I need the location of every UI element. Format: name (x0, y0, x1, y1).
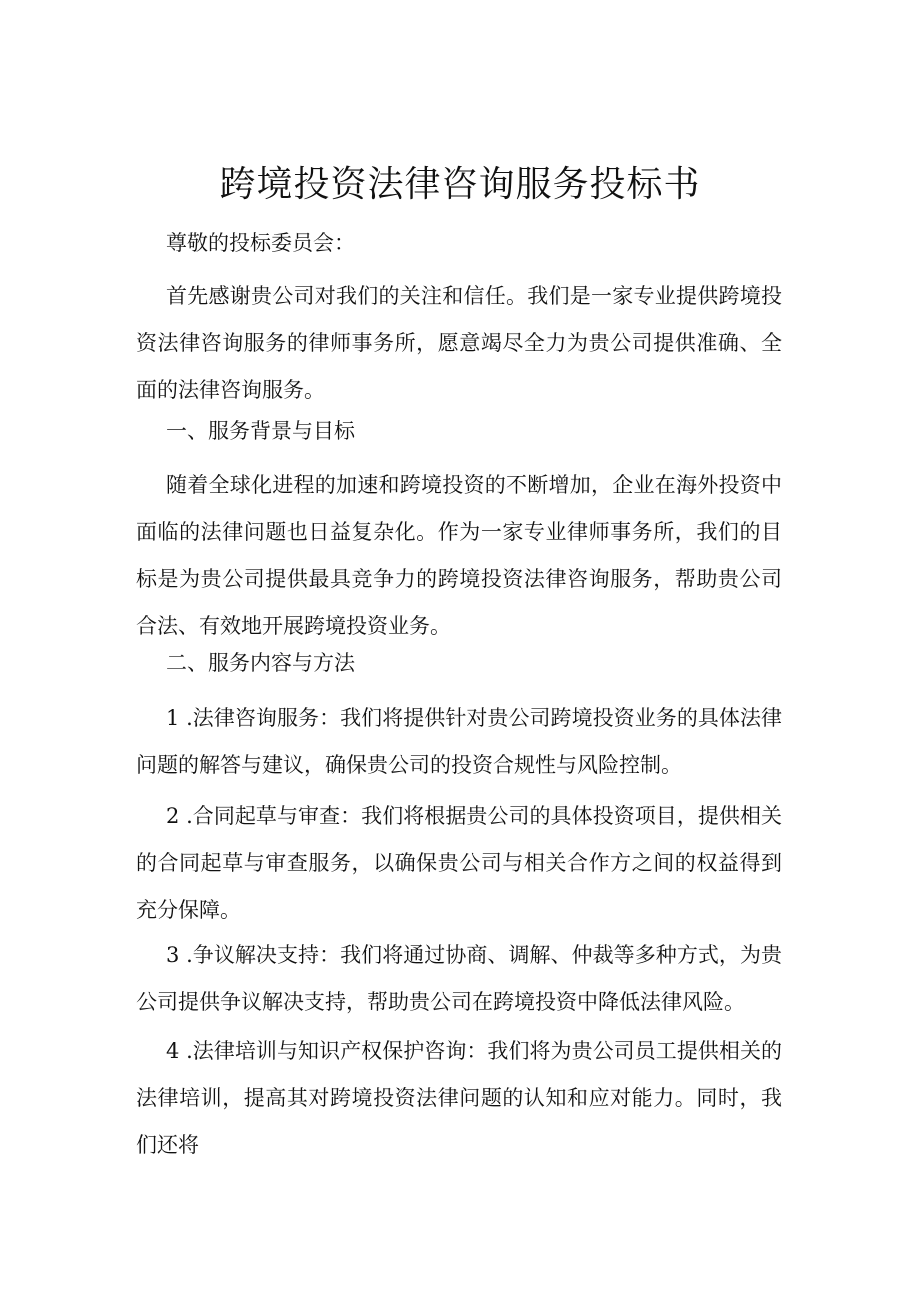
intro-paragraph: 首先感谢贵公司对我们的关注和信任。我们是一家专业提供跨境投资法律咨询服务的律师事务所，愿意竭尽全力为贵公司提供准确、全面的法律咨询服务。 (136, 284, 782, 402)
salutation: 尊敬的投标委员会： (166, 231, 355, 255)
list-item-1: 1 .法律咨询服务：我们将提供针对贵公司跨境投资业务的具体法律问题的解答与建议，确保贵公司的投资合规性与风险控制。 (136, 706, 782, 777)
list-item-3: 3 .争议解决支持：我们将通过协商、调解、仲裁等多种方式，为贵公司提供争议解决支持，帮助贵公司在跨境投资中降低法律风险。 (136, 943, 782, 1014)
section-1-heading: 一、服务背景与目标 (166, 419, 355, 443)
section-2-heading: 二、服务内容与方法 (166, 651, 355, 675)
list-item-2: 2 .合同起草与审查：我们将根据贵公司的具体投资项目，提供相关的合同起草与审查服务，以确保贵公司与相关合作方之间的权益得到充分保障。 (136, 804, 782, 922)
document-title: 跨境投资法律咨询服务投标书 (219, 164, 701, 205)
section-1-body: 随着全球化进程的加速和跨境投资的不断增加，企业在海外投资中面临的法律问题也日益复杂化。作为一家专业律师事务所，我们的目标是为贵公司提供最具竞争力的跨境投资法律咨询服务，帮助贵公司合法、有效地开展跨境投资业务。 (136, 473, 782, 638)
list-item-4: 4 .法律培训与知识产权保护咨询：我们将为贵公司员工提供相关的法律培训，提高其对跨境投资法律问题的认知和应对能力。同时，我们还将 (136, 1039, 782, 1157)
